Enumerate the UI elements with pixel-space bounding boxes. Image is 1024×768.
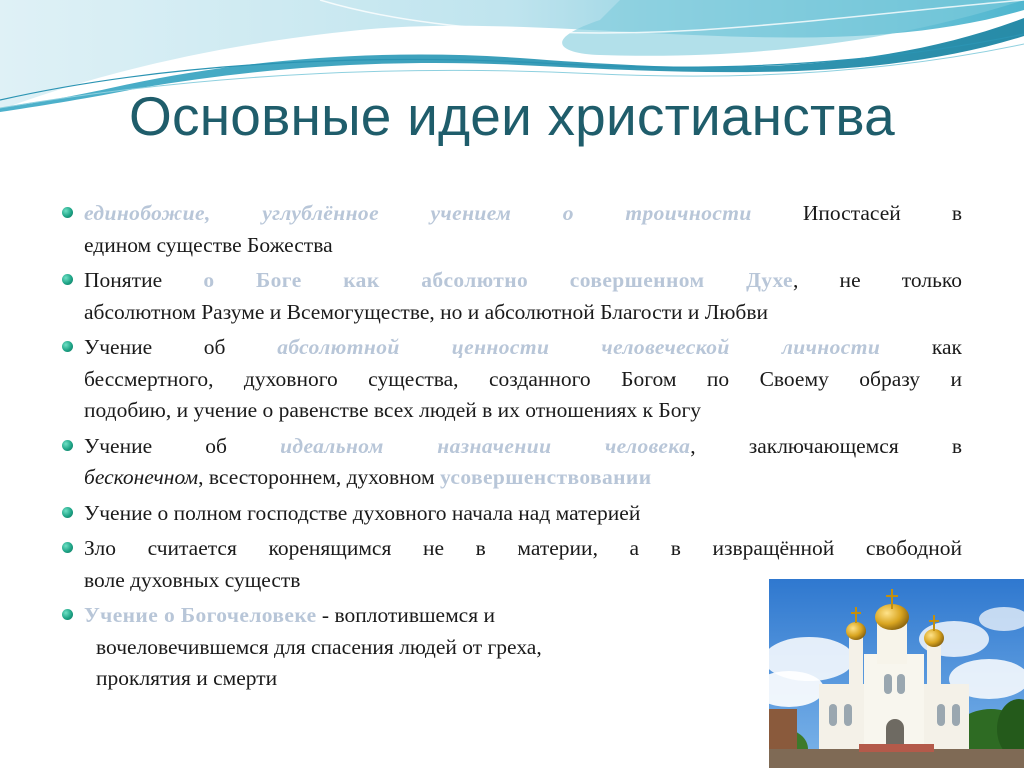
list-item: Понятие о Боге как абсолютно совершенном Духе, не только абсолютном Разуме и Всемогуществе, но и абсолютной Благости и Любви	[62, 265, 962, 328]
slide-title: Основные идеи христианства	[129, 85, 895, 147]
list-item: Учение об абсолютной ценности человеческой личности как бессмертного, духовного существа, созданного Богом по Своему образу и подобию, и учение о равенстве всех людей в их отношениях к Богу	[62, 332, 962, 427]
bullet-icon	[62, 440, 73, 451]
list-item: единобожие, углублённое учением о троичности Ипостасей в едином существе Божества	[62, 198, 962, 261]
church-photo	[769, 579, 1024, 768]
bullet-icon	[62, 341, 73, 352]
list-item: Учение о полном господстве духовного начала над материей	[62, 498, 962, 530]
bullet-icon	[62, 507, 73, 518]
list-item: Зло считается коренящимся не в материи, а в извращённой свободной воле духовных существ	[62, 533, 962, 596]
list-item: Учение о Богочеловеке - воплотившемся и вочеловечившемся для спасения людей от греха, проклятия и смерти	[62, 600, 962, 695]
bullet-icon	[62, 609, 73, 620]
bullet-icon	[62, 274, 73, 285]
bullet-icon	[62, 207, 73, 218]
bullet-icon	[62, 542, 73, 553]
list-item: Учение об идеальном назначении человека, заключающемся в бесконечном, всестороннем, духовном усовершенствовании	[62, 431, 962, 494]
